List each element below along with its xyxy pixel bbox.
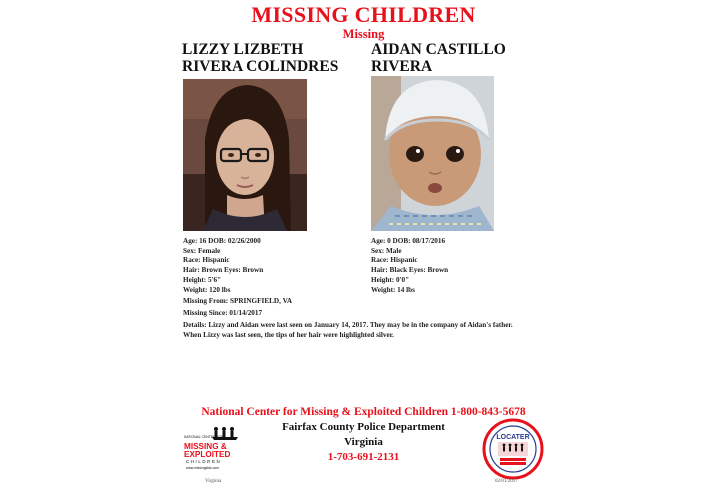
weight: Weight: 120 lbs <box>183 285 231 294</box>
poster-title: MISSING CHILDREN <box>251 2 476 27</box>
ncmec-logo <box>182 425 244 473</box>
hair-eyes: Hair: Brown Eyes: Brown <box>183 266 264 275</box>
height: Height: 0'0" <box>371 275 410 284</box>
details-aidan <box>371 237 448 295</box>
ncmec-logo-icon <box>182 425 244 473</box>
police-department: Fairfax County Police Department <box>282 421 445 433</box>
svg-text:MISSING &: MISSING & <box>184 442 227 451</box>
case-details <box>183 321 563 340</box>
child-name-line2: RIVERA COLINDRES <box>182 58 339 75</box>
child-name-aidan <box>371 41 506 75</box>
police-phone: 1-703-691-2131 <box>327 451 400 463</box>
child-name-line1: LIZZY LIZBETH <box>182 41 304 58</box>
weight: Weight: 14 lbs <box>371 285 415 294</box>
state: Virginia <box>344 436 383 448</box>
locater-seal-icon <box>480 418 546 480</box>
missing-from: Missing From: SPRINGFIELD, VA <box>183 297 293 305</box>
footer-left-caption: Virginia <box>205 479 222 484</box>
portrait-photo-baby-icon <box>371 76 494 231</box>
race: Race: Hispanic <box>183 256 230 265</box>
case-details-line2: When Lizzy was last seen, the tips of her hair were highlighted silver. <box>183 330 394 339</box>
child-name-line1: AIDAN CASTILLO <box>371 41 506 58</box>
child-name-line2: RIVERA <box>371 58 433 75</box>
footer-right-caption: 02/01/2017 <box>495 479 518 484</box>
child-name-lizzy <box>182 41 338 75</box>
case-details-line1: Details: Lizzy and Aidan were last seen on January 14, 2017. They may be in the company of Aidan's father. <box>183 321 513 329</box>
svg-text:www.missingkids.com: www.missingkids.com <box>186 466 219 470</box>
photo-lizzy <box>183 79 307 231</box>
portrait-photo-teen-girl-icon <box>183 79 307 231</box>
svg-text:NATIONAL CENTER FOR: NATIONAL CENTER FOR <box>184 435 224 439</box>
svg-text:LOCATER: LOCATER <box>496 434 530 441</box>
age-dob: Age: 0 DOB: 08/17/2016 <box>371 237 446 245</box>
ncmec-hotline: National Center for Missing & Exploited Children 1-800-843-5678 <box>201 406 526 418</box>
race: Race: Hispanic <box>371 256 418 265</box>
details-lizzy <box>183 237 263 295</box>
sex: Sex: Female <box>183 246 221 255</box>
photo-aidan <box>371 76 494 231</box>
poster-subtitle: Missing <box>342 27 385 41</box>
hair-eyes: Hair: Black Eyes: Brown <box>371 266 449 275</box>
age-dob: Age: 16 DOB: 02/26/2000 <box>183 237 261 245</box>
svg-text:CHILDREN: CHILDREN <box>186 459 222 464</box>
height: Height: 5'6" <box>183 275 222 284</box>
sex: Sex: Male <box>371 246 402 255</box>
svg-text:EXPLOITED: EXPLOITED <box>184 450 231 459</box>
missing-since: Missing Since: 01/14/2017 <box>183 309 263 317</box>
locater-logo <box>480 418 546 480</box>
